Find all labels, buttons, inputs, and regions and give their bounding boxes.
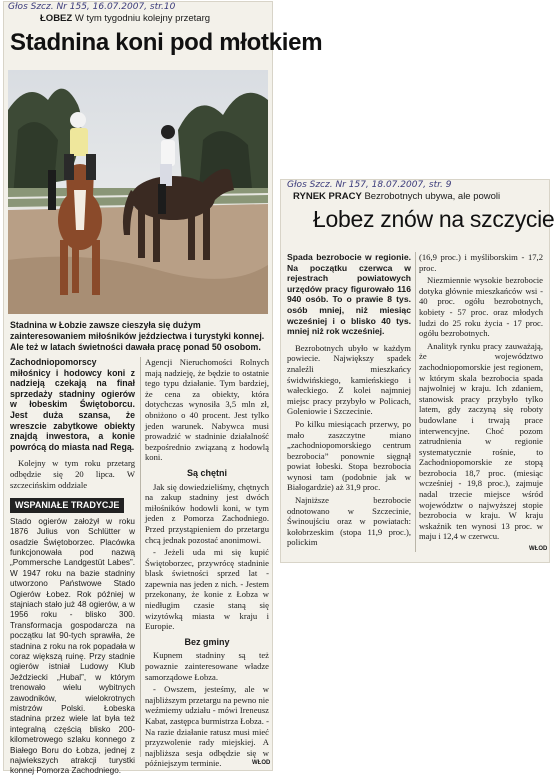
paragraph: - Jeżeli uda mi się kupić Świętoborzec, przywrócę stadninie blask świetności sprzed lat - zapewnia nas jeden z nich. - Jestem przekonany, że konie z Łobza w niedługim czasie staną się wizytówką miasta w kraju i Europie. [145,547,269,632]
column-divider [415,252,416,552]
paragraph: (16,9 proc.) i myśliborskim - 17,2 proc. [419,252,543,273]
article-column-left [10,357,135,779]
author-signature: WŁOD [252,760,271,766]
kicker-place: ŁOBEZ [40,13,73,24]
article-clipping-stadnina [4,2,323,776]
article-kicker [40,13,210,24]
paragraph: Agencji Nieruchomości Rolnych mają nadzieję, że będzie to ostatnie tego typu działanie. Tym bardziej, że cena za obiekty, która dotychczas wynosiła 3,5 mln zł, obniżono o 40 procent. Jest tylko jeden warunek. Nabywca musi prowadzić w stadninie działalność bezpośrednio związaną z hodowlą koni. [145,357,269,463]
paragraph: Kolejny w tym roku przetarg odbędzie się 20 lipca. W szczecińskim oddziale [10,458,135,490]
article-title: Stadnina koni pod młotkiem [10,29,323,56]
article-lead: Spada bezrobocie w regionie. Na początku czerwca w rejestrach powiatowych urzędów pracy figurowało 116 940 osób. To o prawie 8 tys. osób mniej, niż miesiąc wcześniej i o blisko 40 tys. mniej niż rok wcześniej. [287,252,411,337]
subheading: Bez gminy [184,636,230,647]
paragraph: Kupnem stadniny są też powaznie zainteresowane władze samorządowe Łobza. [145,650,269,682]
kicker-text: W tym tygodniu kolejny przetarg [74,13,211,24]
box-heading: WSPANIAŁE TRADYCJE [10,498,124,513]
paragraph: Niezmiennie wysokie bezrobocie dotyka głównie mieszkańców wsi - 40 proc. ogółu bezrobotnych, kobiety - 57 proc. oraz młodych ludzi do 25 roku życia - 17 proc. ogółu bezrobotnych. [419,275,543,339]
author-signature: WŁOD [529,546,548,552]
paragraph: - Owszem, jesteśmy, ale w najbliższym przetargu na pewno nie weźmiemy udziału - mówi Ireneusz Kabat, zastępca burmistrza Łobza. - Na razie działanie ratusz musi mieć przyzwolenie rady miejskiej. A najbliższa sesja odbędzie się w późniejszym terminie. [145,684,269,769]
article-kicker [293,191,500,202]
handwritten-source-note: Głos Szcz. Nr 155, 16.07.2007, str.10 [8,2,176,12]
handwritten-source-note: Głos Szcz. Nr 157, 18.07.2007, str. 9 [287,180,452,190]
photo-caption: Stadnina w Łobzie zawsze cieszyła się dużym zainteresowaniem miłośników jeździectwa i turystyki konnej. Ale też w latach świetności dawała pracę ponad 50 osobom. [10,320,265,352]
paragraph: Po kilku miesiącach przerwy, po mało zaszczytne miano „zachodniopomorskiego centrum bezrobocia” ponownie sięgnął powiat łobeski. Stopa bezrobocia wynosi tam (podobnie jak w Białogardzie) aż 31,9 proc. [287,418,411,493]
subheading: Są chętni [186,467,227,478]
article-column-left [287,252,411,550]
paragraph: Najniższe bezrobocie odnotowano w Szczecinie, Świnoujściu oraz w powiatach: kołobrzeskim (stopa 11,9 proc.), polickim [287,495,411,548]
paragraph: Bezrobotnych ubyło w każdym powiecie. Największy spadek znaleźli mieszkańcy świdwińskiego, kamieńskiego i wałeckiego. Z kolei najmniej miejsc pracy przybyło w Policach, Goleniowie i Szczecinie. [287,342,411,417]
article-lead: Zachodniopomorscy miłośnicy i hodowcy koni z nadzieją czekają na finał sprzedaży stadniny ogierów w łobeskim Świętoborcu. Jest duża szansa, że wreszcie zabytkowe obiekty znajdą inwestora, a konie powrócą do miasta nad Regą. [10,357,135,452]
box-text: Stado ogierów założył w roku 1876 Julius von Schlütter w osadzie Świętoborzec. Placówka funkcjonowała pod nazwą „Pommersche Landgestüt Labes”. W 1947 roku na bazie stadniny utworzono Państwowe Stado Ogierów Łobez. Rok później w stajniach stało już 48 ogierów, a w 1956 roku - blisko 300. Transformacja gospodarcza na początku lat 90-tych sprawiła, że stadnina z roku na rok popadała w coraz większą ruinę. Przy stadnie ogierów istniał Ludowy Klub Jeździecki „Hubal”, w którym trenowało wielu wybitnych zawodników, wielokrotnych mistrzów Polski. Łobeska stadnina przez wiele lat była też integralną częścią blisko 200-kilometrowego szlaku konnego z Białego Boru do Łobza, jednej z najwiekszych atrakcji turystki konnej Pomorza Zachodniego. [10,516,135,776]
kicker-place: RYNEK PRACY [293,191,362,202]
article-clipping-lobez-bezrobocie [281,180,554,562]
article-column-right [419,252,543,544]
paragraph: Jak się dowiedzieliśmy, chętnych na zakup stadniny jest dwóch miłośników hodowli koni, w tym jeden z Pomorza Zachodniego. Przed przystąpieniem do przetargu chcą jednak pozostać anonimowi. [145,481,269,545]
column-divider [140,357,141,757]
paragraph: Analityk rynku pracy zauważają, że województwo zachodniopomorskie jest regionem, w którym skala bezrobocia spada najwolniej w kraju. Ich zdaniem, stanowisk pracy przybyło tylko latem, gdy zaczyną się roboty budowlane i trwają prace interwencyjne. Choć pozom zatrudnienia w regionie systematycznie rośnie, to Zachodniopomorskie ze stopą bezrobocia 18,7 proc. (miesiąc wcześniej - 19,8 proc.), zajmuje nadal trzecie miejsce wśród województw o najwyższej stopie bezrobocia w kraju. W kraju wskaźnik ten wynosi 13 proc. w maju i 12,4 w czerwcu. [419,340,543,542]
horses-photo-image [8,70,268,314]
article-column-right [145,357,269,771]
article-title: Łobez znów na szczycie [313,206,554,232]
horses-photo [8,70,268,314]
kicker-text: Bezrobotnych ubywa, ale powoli [364,191,501,202]
